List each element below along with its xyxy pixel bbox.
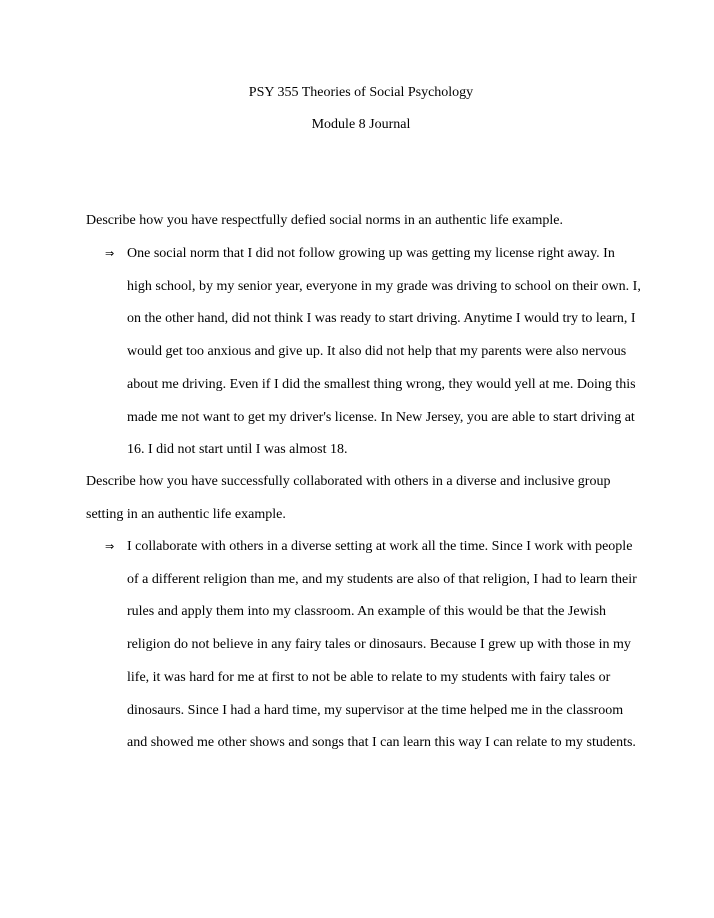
question-1-prompt: Describe how you have respectfully defied social norms in an authentic life example.: [86, 213, 563, 228]
double-arrow-right-icon: ⇒: [105, 247, 115, 260]
double-arrow-right-icon: ⇒: [105, 540, 115, 553]
assignment-title: Module 8 Journal: [311, 117, 411, 132]
question-2-answer: I collaborate with others in a diverse setting at work all the time. Since I work with people of a different religion than me, and my students are also of that religion, I had to learn their rules and apply them into my classroom. An example of this would be that the Jewish religion do not believe in any fairy tales or dinosaurs. Because I grew up with those in my life, it was hard for me at first to not be able to relate to my students with fairy tales or dinosaurs. Since I had a hard time, my supervisor at the time helped me in the classroom and showed me other shows and songs that I can learn this way I can relate to my students.: [127, 539, 637, 751]
question-1-answer: One social norm that I did not follow growing up was getting my license right away. In high school, by my senior year, everyone in my grade was driving to school on their own. I, on the other hand, did not think I was ready to start driving. Anytime I would try to learn, I would get too anxious and give up. It also did not help that my parents were also nervous about me driving. Even if I did the smallest thing wrong, they would yell at me. Doing this made me not want to get my driver's license. In New Jersey, you are able to start driving at 16. I did not start until I was almost 18.: [127, 246, 641, 458]
course-title: PSY 355 Theories of Social Psychology: [248, 85, 474, 100]
question-2-prompt: Describe how you have successfully collaborated with others in a diverse and inclusive group setting in an authentic life example.: [86, 474, 611, 522]
